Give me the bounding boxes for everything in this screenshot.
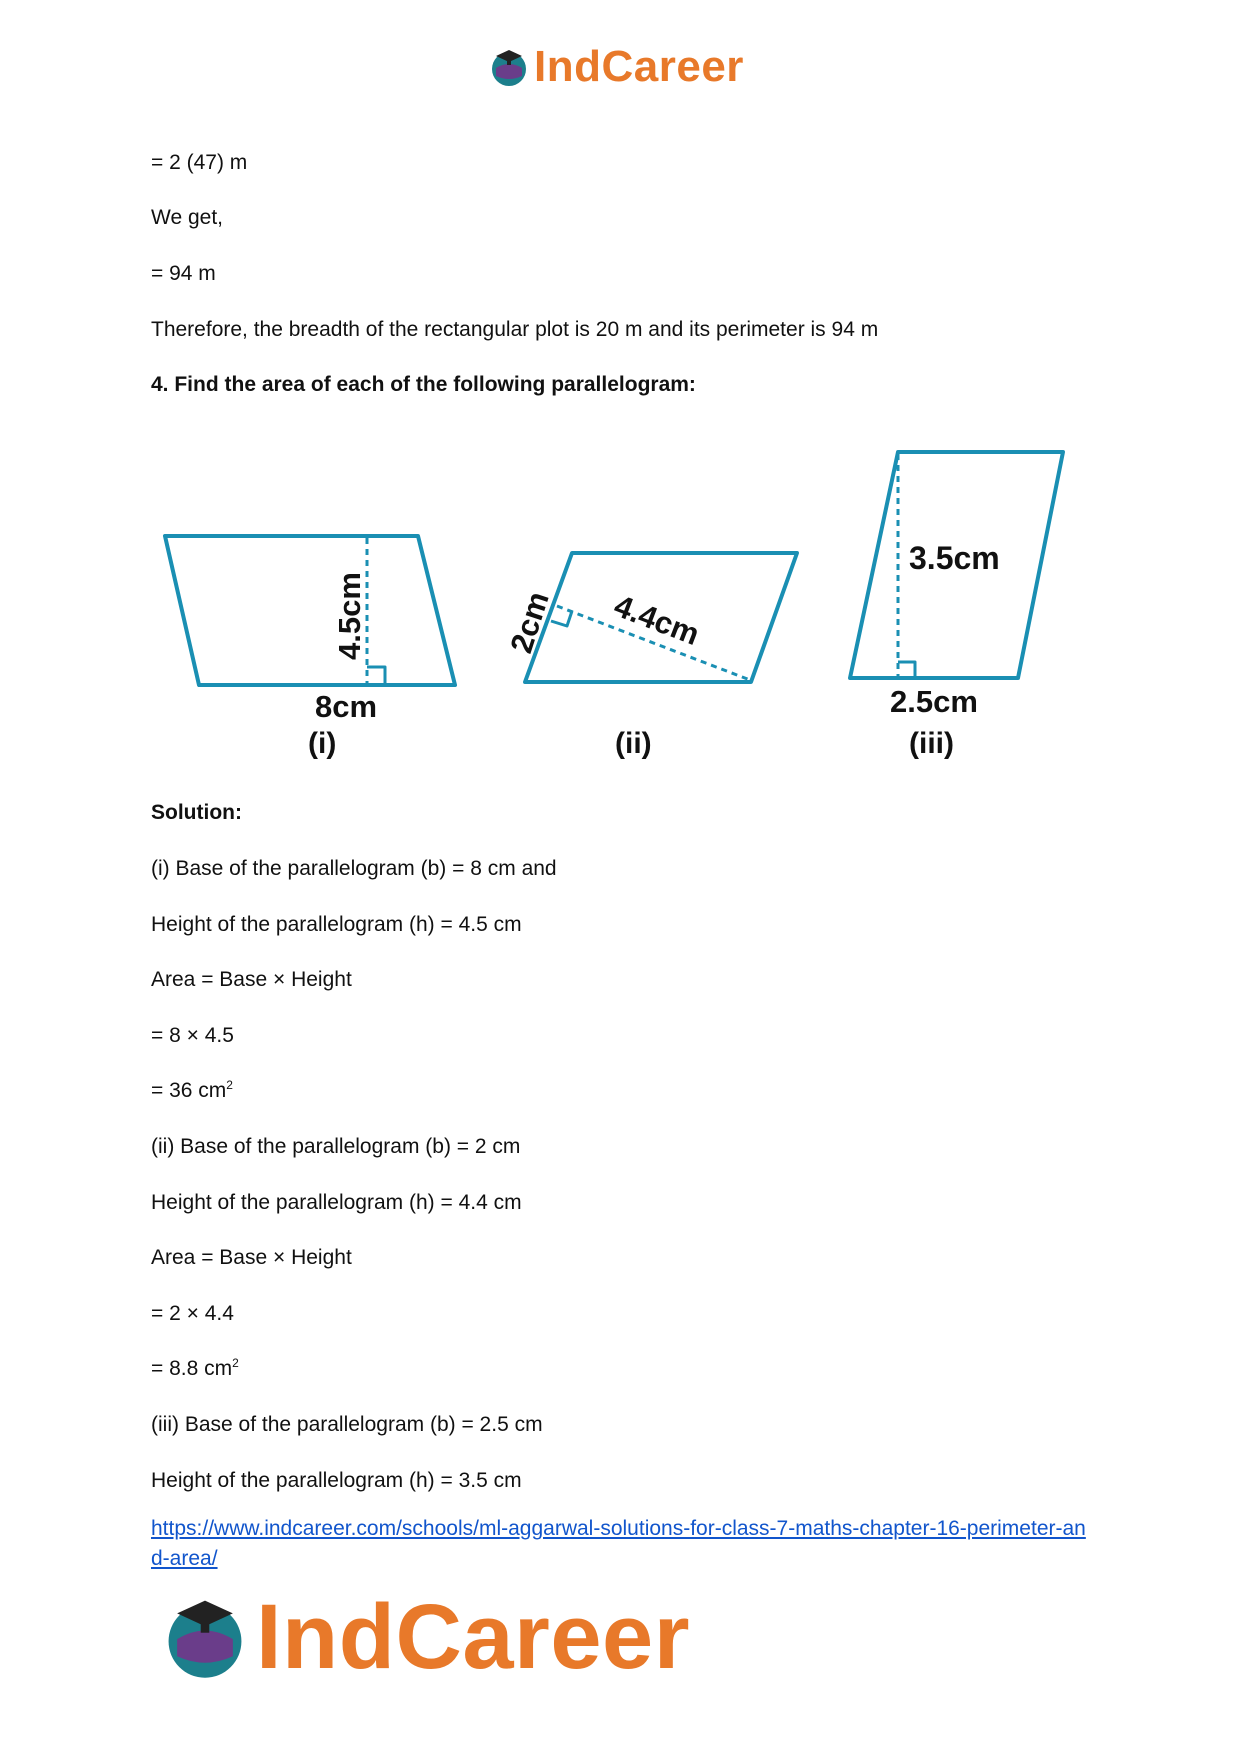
solution-line-text: (ii) Base of the parallelogram (b) = 2 cm bbox=[151, 1135, 521, 1158]
fig3-base-label: 2.5cm bbox=[890, 684, 978, 719]
source-link[interactable]: https://www.indcareer.com/schools/ml-aggarwal-solutions-for-class-7-maths-chapter-16-perimeter-and-area/ bbox=[151, 1517, 1086, 1570]
solution-line bbox=[151, 1134, 520, 1160]
solution-line-text: = 8 × 4.5 bbox=[151, 1024, 234, 1047]
logo-text: IndCareer bbox=[256, 1585, 690, 1688]
superscript: 2 bbox=[226, 1078, 233, 1092]
solution-heading: Solution: bbox=[151, 801, 242, 824]
text-line: = 2 (47) m bbox=[151, 151, 248, 174]
solution-line bbox=[151, 967, 352, 993]
solution-line-text: Height of the parallelogram (h) = 4.5 cm bbox=[151, 913, 522, 936]
header-logo bbox=[488, 42, 744, 92]
fig2-side-label: 2cm bbox=[503, 587, 556, 658]
solution-line bbox=[151, 1356, 239, 1382]
question-heading: 4. Find the area of each of the following parallelogram: bbox=[151, 373, 696, 396]
parallelogram-1 bbox=[165, 536, 455, 685]
fig1-height-label: 4.5cm bbox=[332, 572, 367, 660]
fig2-height-label: 4.4cm bbox=[609, 587, 705, 653]
right-angle-3 bbox=[898, 662, 915, 676]
solution-line bbox=[151, 912, 522, 938]
solution-line-text: Area = Base × Height bbox=[151, 1246, 352, 1269]
solution-line bbox=[151, 856, 557, 882]
superscript: 2 bbox=[232, 1356, 239, 1370]
solution-line bbox=[151, 1078, 233, 1104]
solution-line bbox=[151, 1245, 352, 1271]
logo-globe-icon bbox=[160, 1592, 250, 1682]
solution-line bbox=[151, 1190, 522, 1216]
solution-line-text: = 8.8 cm bbox=[151, 1357, 233, 1380]
fig2-caption: (ii) bbox=[615, 727, 652, 760]
right-angle-1 bbox=[367, 667, 385, 683]
solution-line-text: Area = Base × Height bbox=[151, 968, 352, 991]
footer-logo bbox=[160, 1582, 690, 1692]
fig3-height-label: 3.5cm bbox=[909, 540, 1000, 576]
solution-line-text: (iii) Base of the parallelogram (b) = 2.5 cm bbox=[151, 1413, 543, 1436]
logo-text: IndCareer bbox=[534, 42, 744, 91]
fig3-caption: (iii) bbox=[909, 727, 954, 760]
solution-line bbox=[151, 1468, 522, 1494]
solution-line-text: = 2 × 4.4 bbox=[151, 1302, 234, 1325]
solution-line bbox=[151, 1023, 234, 1049]
fig1-base-label: 8cm bbox=[315, 689, 378, 724]
text-line: = 94 m bbox=[151, 262, 216, 285]
logo-globe-icon bbox=[488, 46, 530, 88]
text-line: We get, bbox=[151, 206, 223, 229]
solution-line-text: Height of the parallelogram (h) = 4.4 cm bbox=[151, 1191, 522, 1214]
solution-line-text: (i) Base of the parallelogram (b) = 8 cm and bbox=[151, 857, 557, 880]
fig1-caption: (i) bbox=[308, 727, 337, 760]
solution-line-text: Height of the parallelogram (h) = 3.5 cm bbox=[151, 1469, 522, 1492]
solution-line-text: = 36 cm bbox=[151, 1079, 227, 1102]
solution-line bbox=[151, 1412, 543, 1438]
solution-line bbox=[151, 1301, 234, 1327]
parallelograms-figure bbox=[150, 440, 1080, 770]
right-angle-2 bbox=[551, 611, 572, 626]
text-line: Therefore, the breadth of the rectangular plot is 20 m and its perimeter is 94 m bbox=[151, 318, 879, 341]
